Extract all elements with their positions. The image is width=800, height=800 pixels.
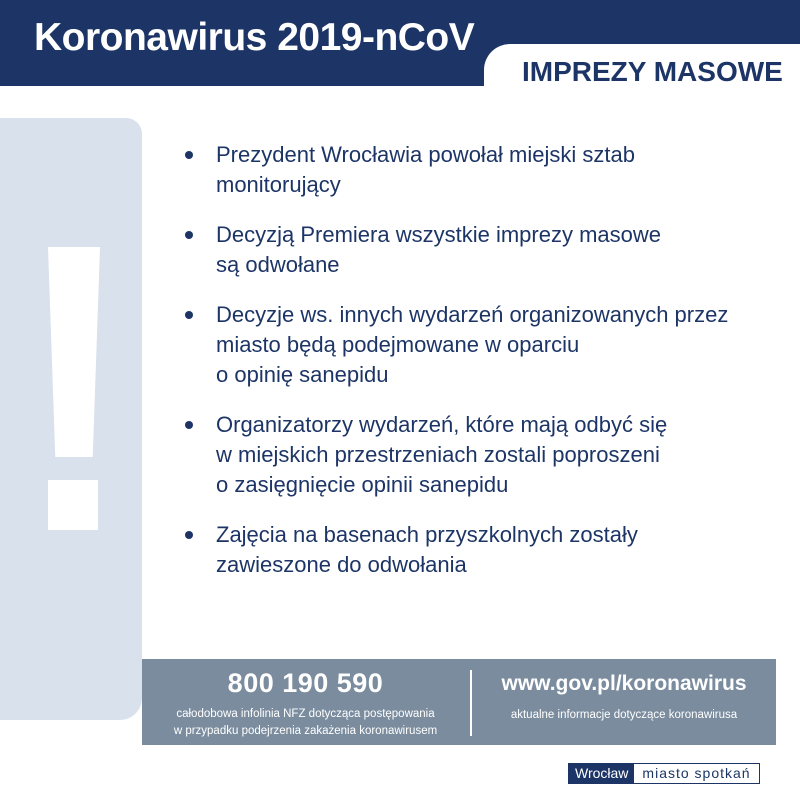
list-item-line: o zasięgnięcie opinii sanepidu	[216, 472, 509, 497]
exclamation-dot-icon	[48, 480, 98, 530]
bullet-icon	[185, 311, 193, 319]
website-link[interactable]: www.gov.pl/koronawirus	[501, 672, 747, 695]
website-column	[472, 659, 776, 745]
list-item	[183, 410, 763, 500]
bullet-list	[183, 140, 763, 600]
list-item-line: w miejskich przestrzeniach zostali poproszeni	[216, 442, 660, 467]
logo-motto: miasto spotkań	[634, 764, 758, 783]
list-item-line: monitorujący	[216, 172, 341, 197]
hotline-phone[interactable]: 800 190 590	[227, 668, 384, 698]
section-label: IMPREZY MASOWE	[522, 56, 783, 87]
hotline-description-line: w przypadku podejrzenia zakażenia koronawirusem	[173, 725, 438, 737]
list-item	[183, 300, 763, 390]
logo-city: Wrocław	[569, 764, 634, 783]
hotline-description-line: całodobowa infolinia NFZ dotycząca postępowania	[176, 708, 435, 720]
hotline-description	[142, 706, 469, 740]
list-item	[183, 520, 763, 580]
list-item-line: są odwołane	[216, 252, 340, 277]
exclamation-mark-icon	[48, 247, 100, 457]
bullet-icon	[185, 231, 193, 239]
footer-info-box	[142, 659, 776, 745]
bullet-icon	[185, 531, 193, 539]
website-description: aktualne informacje dotyczące koronawirusa	[510, 709, 738, 721]
list-item-line: Prezydent Wrocławia powołał miejski sztab	[216, 142, 635, 167]
list-item-line: Decyzją Premiera wszystkie imprezy masowe	[216, 222, 661, 247]
wroclaw-logo	[568, 763, 760, 784]
list-item-line: Decyzje ws. innych wydarzeń organizowanych przez	[216, 302, 729, 327]
list-item	[183, 140, 763, 200]
list-item-line: Organizatorzy wydarzeń, które mają odbyć się	[216, 412, 668, 437]
list-item	[183, 220, 763, 280]
bullet-icon	[185, 151, 193, 159]
page-title: Koronawirus 2019-nCoV	[34, 16, 475, 59]
hotline-column	[142, 659, 469, 745]
list-item-line: o opinię sanepidu	[216, 362, 389, 387]
list-item-line: miasto będą podejmowane w oparciu	[216, 332, 580, 357]
bullet-icon	[185, 421, 193, 429]
list-item-line: Zajęcia na basenach przyszkolnych zostały	[216, 522, 638, 547]
list-item-line: zawieszone do odwołania	[216, 552, 467, 577]
